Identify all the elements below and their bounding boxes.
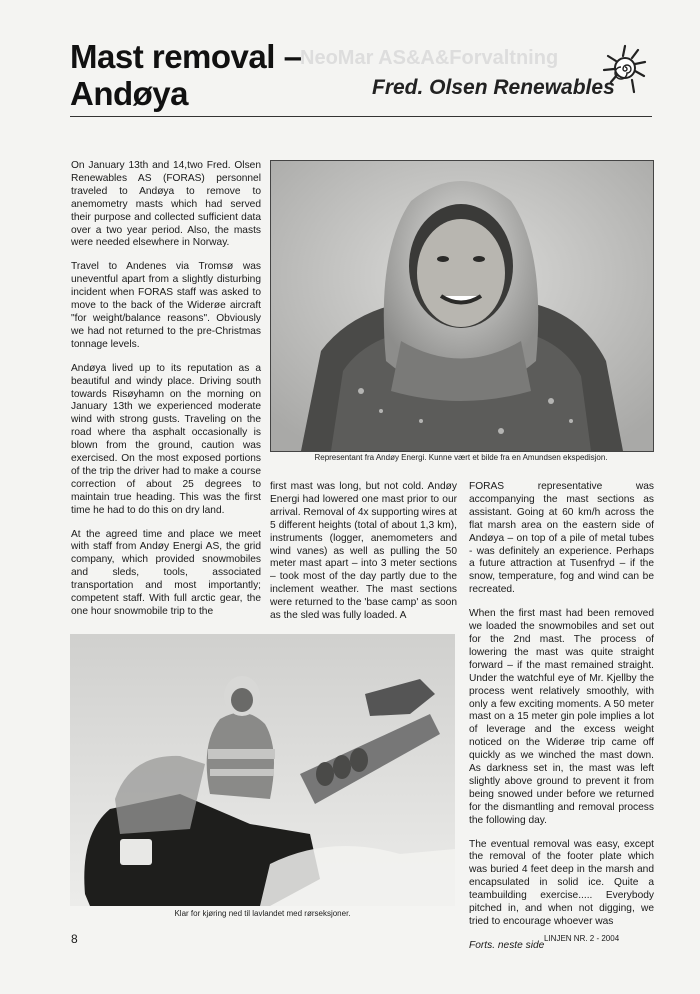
title-line-1: Mast removal – bbox=[70, 38, 302, 75]
text-column-2 bbox=[270, 481, 457, 634]
photo-caption: Representant fra Andøy Energi. Kunne vært et bilde fra en Amundsen ekspedisjon. bbox=[314, 453, 608, 462]
text-column-3 bbox=[469, 481, 654, 964]
page-number: 8 bbox=[71, 932, 78, 946]
continued-note: Forts. neste side bbox=[469, 939, 545, 951]
paragraph: FORAS representative was accompanying the mast sections as assistant. Going at 60 km/h across the flat marsh area on the eastern side of Andøya – on top of a pile of metal tubes - was definitely an experience. Perhaps a future attraction at Tusenfryd – if the snow, temperature, fog and wind can be recreated. bbox=[469, 481, 654, 596]
paragraph: On January 13th and 14,two Fred. Olsen Renewables AS (FORAS) personnel traveled to Andøya to remove to anemometry masts which had served their purpose and collected sufficient data over a two year period. Also, the masts were needed elsewhere in Norway. bbox=[71, 160, 261, 249]
text-column-1 bbox=[71, 160, 261, 630]
photo-caption: Klar for kjøring ned til lavlandet med rørseksjoner. bbox=[174, 909, 351, 918]
company-name: Fred. Olsen Renewables bbox=[372, 76, 615, 99]
sun-spiral-logo-icon bbox=[602, 42, 648, 94]
paragraph: When the first mast had been removed we loaded the snowmobiles and set out for the 2nd mast. The process of lowering the mast was quite straight forward – if the mast remained straight. Under the watchful eye of Mr. Kjellby the process went relatively smoothly, with only a few exciting moments. A 50 meter mast on a 15 meter gin pole implies a lot of leverage and the excess weight noticed on the Widerøe trip came off quickly as we winched the mast down. As darkness set in, the mast was left slightly above ground to prevent it from being snowed under before we returned for the dismantling and removal process the following day. bbox=[469, 608, 654, 826]
paragraph: At the agreed time and place we meet with staff from Andøy Energi AS, the grid company, which provided snowmobiles and sleds, tools, associated transportation and most importantly; competent staff. With full arctic gear, the one hour snowmobile trip to the bbox=[71, 528, 261, 617]
issue-label: LINJEN NR. 2 - 2004 bbox=[544, 934, 620, 943]
paragraph: first mast was long, but not cold. Andøy Energi had lowered one mast prior to our arrival. Removal of 4x supporting wires at 5 different heights (total of about 1,3 km), instruments (logger, anemometers and wind vanes) as well as pulling the 50 meter mast apart – into 3 meter sections – took most of the day partly due to the inclement weather. The mast sections were returned to the 'base camp' as soon as the sled was fully loaded. A bbox=[270, 481, 457, 622]
article-title bbox=[70, 38, 301, 112]
paragraph: The eventual removal was easy, except the removal of the footer plate which was buried 4 feet deep in the marsh and encapsulated in solid ice. Quite a teambuilding exercise..... Everybody pitched in, and when not digging, we tried to encourage whoever was bbox=[469, 838, 654, 927]
bleed-through-text: NeoMar AS&A&Forvaltning bbox=[300, 47, 559, 69]
paragraph: Travel to Andenes via Tromsø was uneventful apart from a slightly disturbing incident when FORAS staff was asked to move to the back of the Widerøe aircraft "for weight/balance reasons". Obviously we had not returned to the pre-Christmas tonnage levels. bbox=[71, 261, 261, 350]
paragraph: Andøya lived up to its reputation as a beautiful and windy place. Driving south towards Risøyhamn on the morning on January 13th we experienced moderate wind with strong gusts. Traveling on the road where tha asphalt occasionally is blown from the ground, caution was exercised. On the most exposed portions of the trip the driver had to make a course correction of about 25 degrees to maintain true heading. This was the first time he had to do this on dry land. bbox=[71, 362, 261, 516]
header-rule bbox=[70, 116, 652, 117]
title-line-2: Andøya bbox=[70, 75, 189, 112]
photo-snowmobile bbox=[70, 634, 455, 906]
photo-man-in-hood bbox=[270, 160, 654, 452]
